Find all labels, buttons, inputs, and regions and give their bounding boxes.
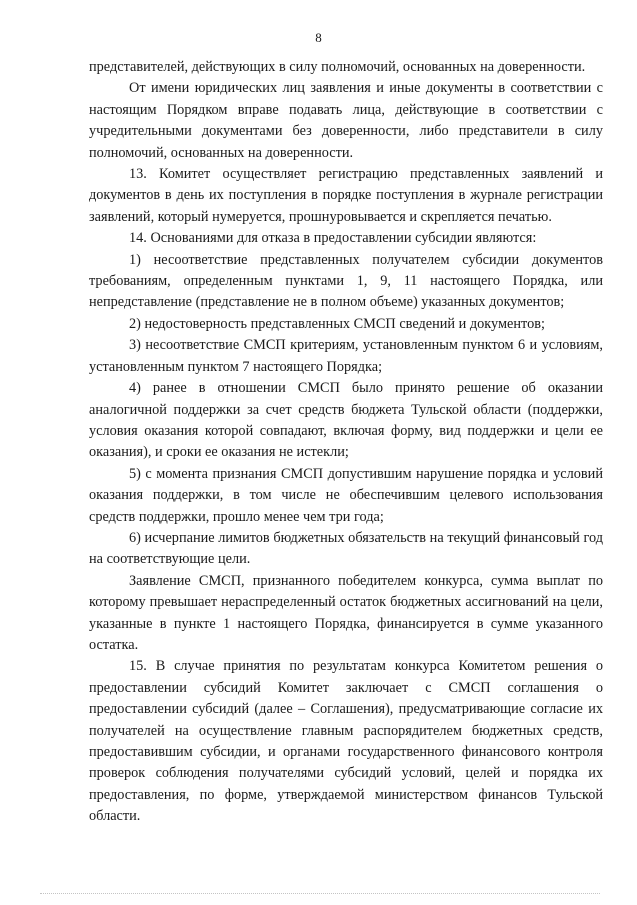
list-item-refusal-5: 5) с момента признания СМСП допустившим нарушение порядка и условий оказания поддержки, в том числе не обеспечившим целевого использования средств поддержки, прошло менее чем три года;: [89, 465, 603, 525]
document-body: [89, 57, 603, 828]
list-item-refusal-3: 3) несоответствие СМСП критериям, установленным пунктом 6 и условиям, установленным пунктом 7 настоящего Порядка;: [89, 337, 603, 375]
paragraph-continuation: представителей, действующих в силу полномочий, основанных на доверенности.: [89, 59, 586, 75]
page-number: 8: [315, 30, 322, 45]
paragraph-legal-entities: От имени юридических лиц заявления и иные документы в соответствии с настоящим Порядком вправе подавать лица, действующие в соответствии с учредительными документами без доверенности, либо представители в силу полномочий, основанных на доверенности.: [89, 80, 603, 161]
list-item-refusal-4: 4) ранее в отношении СМСП было принято решение об оказании аналогичной поддержки за счет средств бюджета Тульской области (поддержки, условия оказания которой совпадают, включая форму, вид поддержки и цели ее оказания), и сроки ее оказания не истекли;: [89, 380, 603, 461]
list-item-refusal-2: 2) недостоверность представленных СМСП сведений и документов;: [129, 315, 545, 332]
paragraph-item-14: 14. Основаниями для отказа в предоставлении субсидии являются:: [129, 230, 537, 247]
paragraph-item-13: 13. Комитет осуществляет регистрацию представленных заявлений и документов в день их поступления в порядке поступления в журнале регистрации заявлений, который нумеруется, прошнуровывается и скрепляется печатью.: [89, 166, 603, 225]
paragraph-winner-application: Заявление СМСП, признанного победителем конкурса, сумма выплат по которому превышает нераспределенный остаток бюджетных ассигнований на цели, указанные в пункте 1 настоящего Порядка, финансируется в сумме указанного остатка.: [89, 572, 603, 653]
scan-edge-line: [40, 893, 600, 894]
list-item-refusal-1: 1) несоответствие представленных получателем субсидии документов требованиям, определенным пунктами 1, 9, 11 настоящего Порядка, или непредставление (представление не в полном объеме) указанных документов;: [89, 251, 603, 311]
list-item-refusal-6: 6) исчерпание лимитов бюджетных обязательств на текущий финансовый год на соответствующие цели.: [89, 529, 603, 568]
paragraph-item-15: 15. В случае принятия по результатам конкурса Комитетом решения о предоставлении субсидий Комитет заключает с СМСП соглашения о предоставлении субсидий (далее – Соглашения), предусматривающие согласие их получателей на осуществление главным распорядителем бюджетных средств, предоставившим субсидии, и органами государственного финансового контроля проверок соблюдения получателями субсидий условий, целей и порядка их предоставления, по форме, утверждаемой министерством финансов Тульской области.: [89, 658, 603, 825]
